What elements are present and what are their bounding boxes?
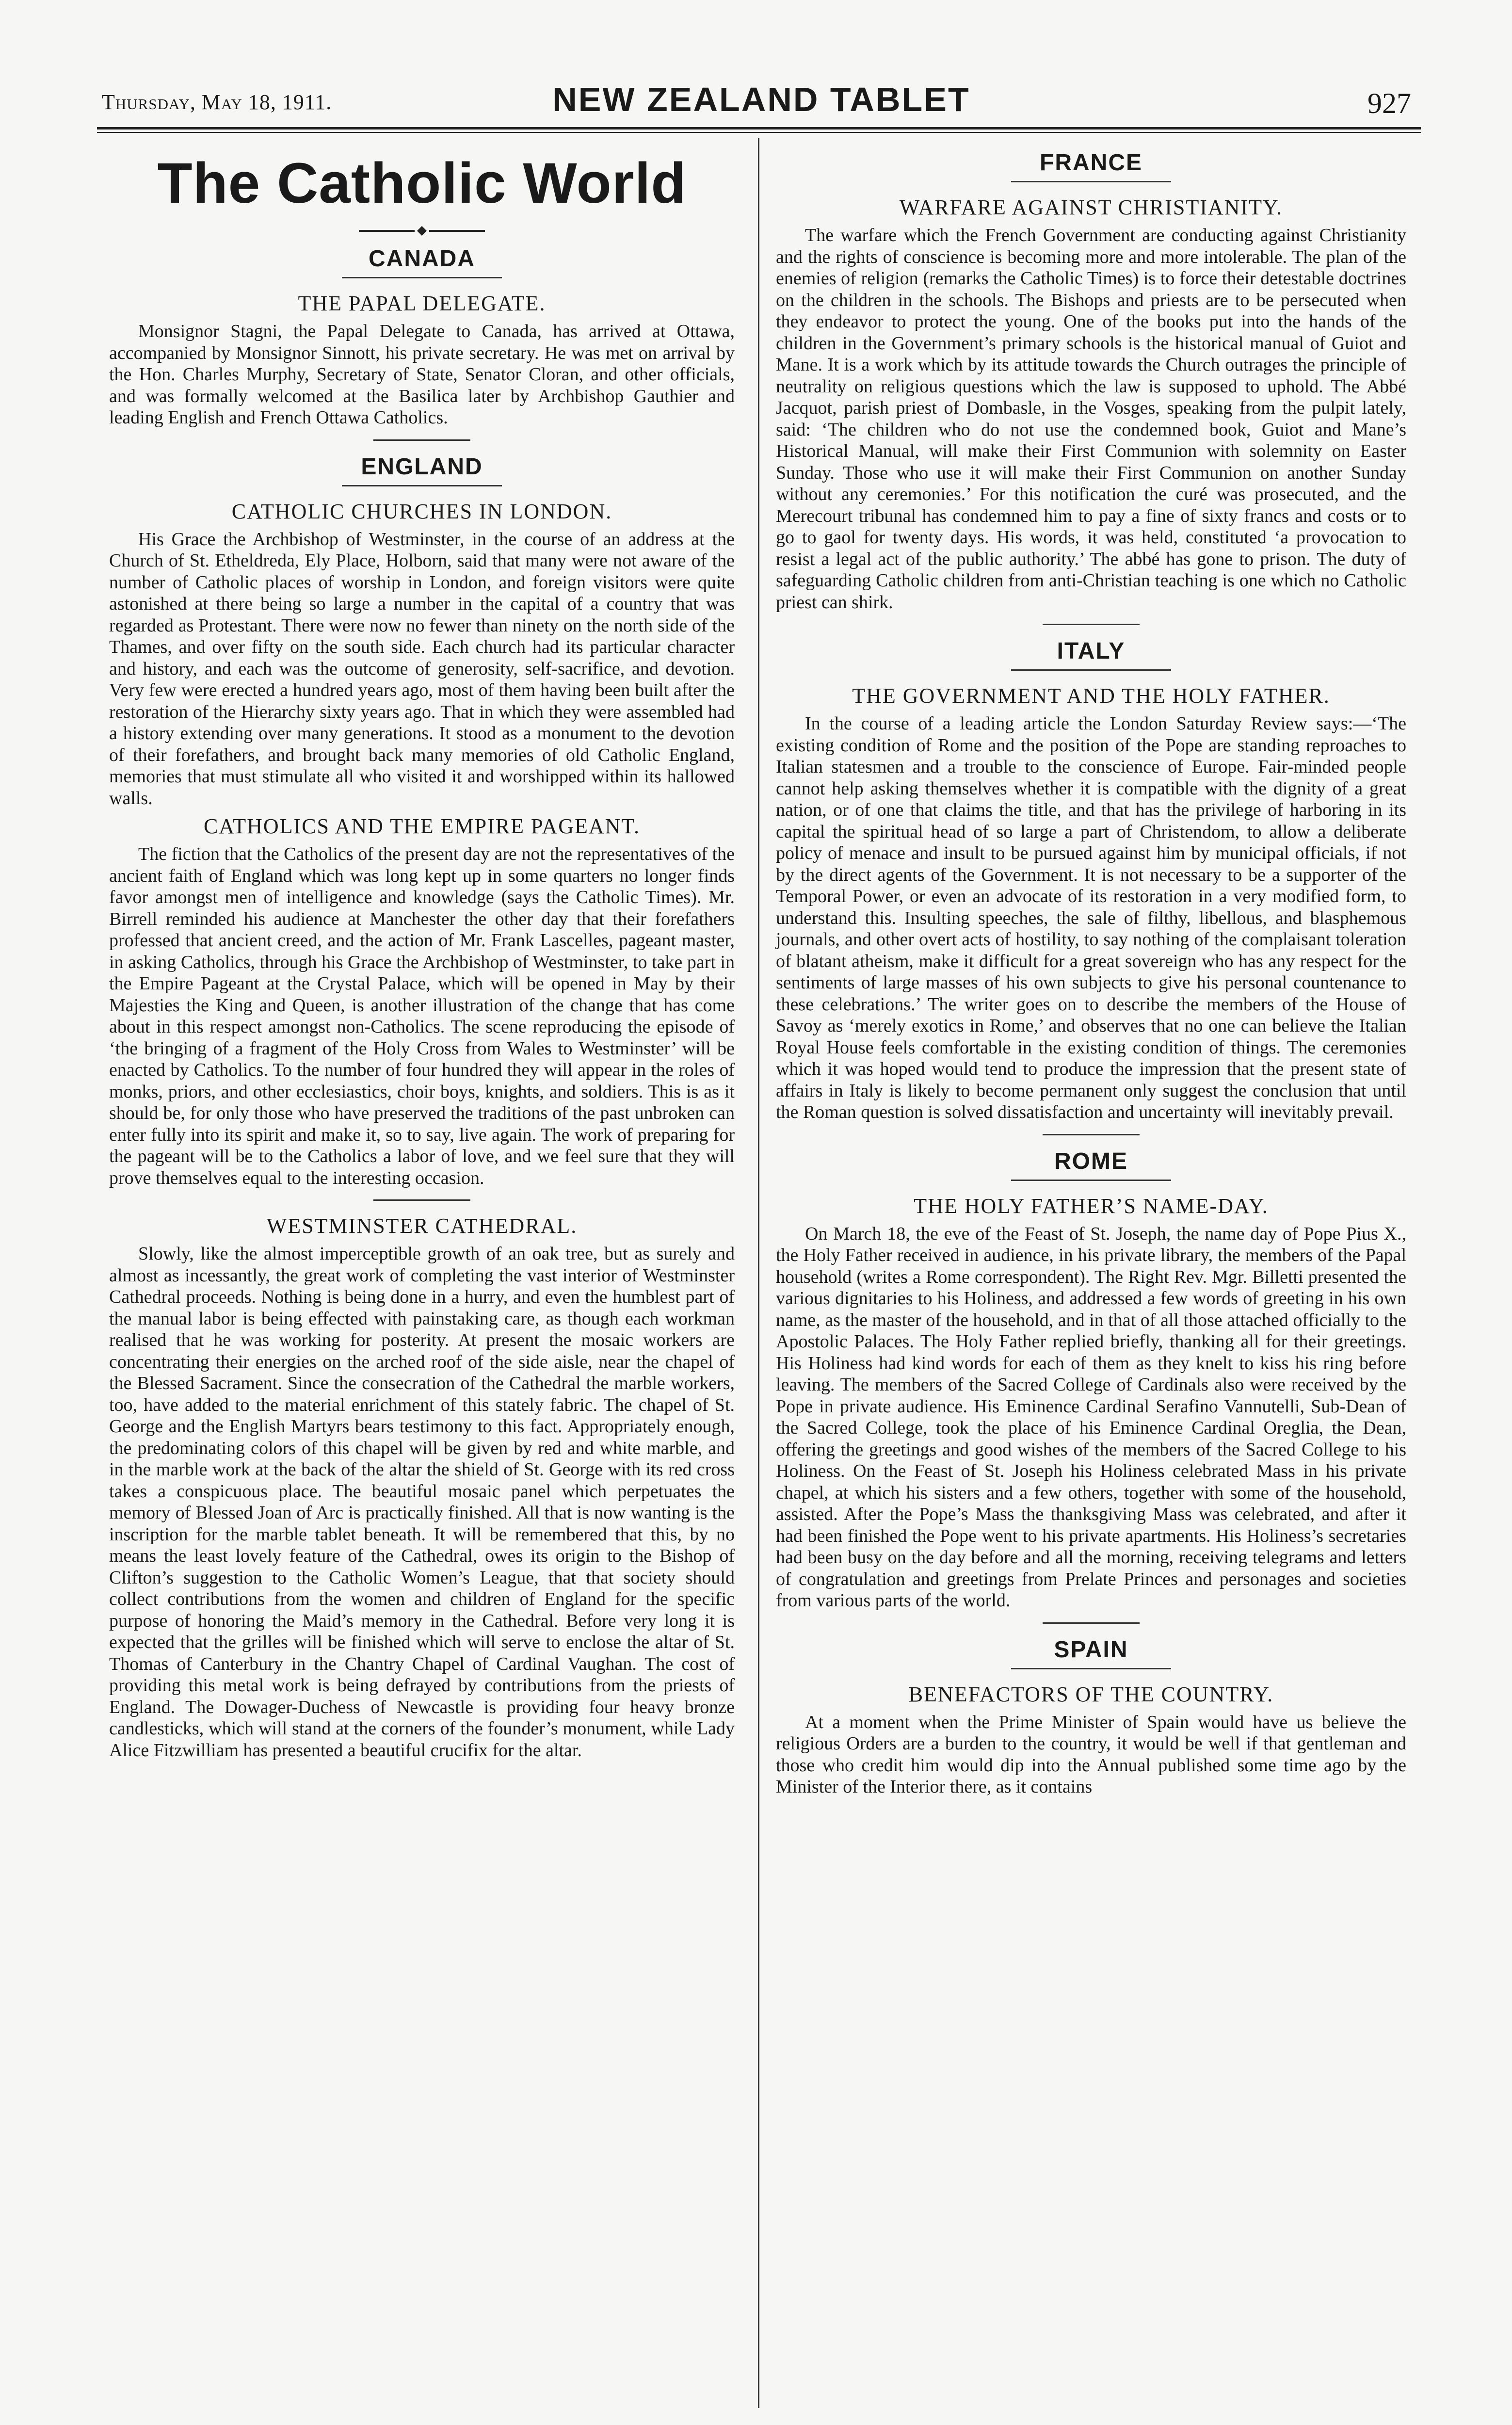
heading-rule — [342, 277, 502, 278]
heading-rule — [1011, 669, 1171, 671]
page-number: 927 — [1367, 87, 1411, 119]
article-paragraph: At a moment when the Prime Minister of Spain would have us believe the religious Orders are a burden to the country, it would be well if that gentleman and those who credit him would dip into the Annual published some time ago by the Minister of the Interior there, as it contains — [776, 1712, 1406, 1797]
heading-rule — [1011, 1668, 1171, 1669]
section-rule — [373, 1199, 470, 1201]
column-divider — [758, 138, 759, 2408]
heading-rule — [1011, 181, 1171, 182]
ornament-divider-icon — [359, 226, 485, 236]
subheading-warfare: WARFARE AGAINST CHRISTIANITY. — [899, 195, 1283, 219]
section-heading-italy: ITALY — [1057, 638, 1126, 664]
header-rule-thin — [97, 132, 1421, 133]
header-rule — [97, 127, 1421, 129]
section-heading-canada: CANADA — [369, 246, 475, 272]
issue-date: Thursday, May 18, 1911. — [102, 90, 332, 114]
section-heading-england: ENGLAND — [361, 453, 483, 480]
subheading-name-day: THE HOLY FATHER’S NAME-DAY. — [914, 1194, 1269, 1218]
section-rule — [1043, 624, 1140, 625]
article-paragraph: Slowly, like the almost imperceptible growth of an oak tree, but as surely and almost as incessantly, the great work of completing the vast interior of Westminster Cathedral proceeds. Nothing is being done in a hurry, and even the humblest part of the manual labor is being effected with painstaking care, as though each workman realised that he was working for posterity. At present the mosaic workers are concentrating their energies on the arched roof of the side aisle, near the chapel of the Blessed Sacrament. Since the consecration of the Cathedral the marble workers, too, have added to the material enrichment of this stately fabric. The chapel of St. George and the English Martyrs bears testimony to this fact. Appropriately enough, the predominating colors of this chapel will be given by red and white marble, and in the marble work at the back of the altar the shield of St. George with its red cross takes a conspicuous place. The beautiful mosaic panel which perpetuates the memory of Blessed Joan of Arc is practically finished. All that is now wanting is the inscription for the marble tablet beneath. It will be remembered that this, by no means the least lovely feature of the Cathedral, owes its origin to the Bishop of Clifton’s suggestion to the Catholic Women’s League, that that society should collect contributions from the women and children of England for the specific purpose of honoring the Maid’s memory in the Cathedral. Before very long it is expected that the grilles will be finished which will serve to enclose the altar of St. Thomas of Canterbury in the Chantry Chapel of Cardinal Vaughan. The cost of providing this metal work is being defrayed by contributions from the priests of England. The Dowager-Duchess of Newcastle is providing four heavy bronze candlesticks, which will stand at the corners of the founder’s monument, while Lady Alice Fitzwilliam has presented a beautiful crucifix for the altar. — [109, 1244, 735, 1761]
subheading-churches-london: CATHOLIC CHURCHES IN LONDON. — [231, 499, 612, 523]
section-heading-rome: ROME — [1054, 1148, 1128, 1174]
section-heading-france: FRANCE — [1040, 150, 1142, 176]
section-rule — [1043, 1134, 1140, 1135]
article-paragraph: On March 18, the eve of the Feast of St. Joseph, the name day of Pope Pius X., the Holy Father received in audience, in his private library, the members of the Papal household (writes a Rome correspondent). The Right Rev. Mgr. Billetti presented the various dignitaries to his Holiness, and addressed a few words of greeting in his own name, as the master of the household, and in that of all those attached officially to the Apostolic Palaces. The Holy Father replied briefly, thanking all for their greetings. His Holiness had kind words for each of them as they knelt to kiss his ring before leaving. The members of the Sacred College of Cardinals also were received by the Pope in private audience. His Eminence Cardinal Serafino Vannutelli, Sub-Dean of the Sacred College, took the place of his Eminence Cardinal Oreglia, the Dean, offering the greetings and good wishes of the members of the Sacred College to his Holiness. On the Feast of St. Joseph his Holiness celebrated Mass in his private chapel, at which his sisters and a few others, together with some of the household, assisted. After the Pope’s Mass the thanksgiving Mass was celebrated, and after it had been finished the Pope went to his private apartments. His Holiness’s secretaries had been busy on the day before and all the morning, receiving telegrams and letters of congratulation and greetings from Prelate Princes and personages and societies from various parts of the world. — [776, 1223, 1406, 1611]
left-column — [109, 141, 735, 1766]
article-paragraph: Monsignor Stagni, the Papal Delegate to Canada, has arrived at Ottawa, accompanied by Monsignor Sinnott, his private secretary. He was met on arrival by the Hon. Charles Murphy, Secretary of State, Senator Cloran, and other officials, and was formally welcomed at the Basilica later by Archbishop Gauthier and leading English and French Ottawa Catholics. — [109, 321, 735, 428]
section-heading-spain: SPAIN — [1054, 1636, 1128, 1663]
subheading-government-holy-father: THE GOVERNMENT AND THE HOLY FATHER. — [852, 684, 1330, 708]
article-paragraph: In the course of a leading article the London Saturday Review says:—‘The existing condition of Rome and the position of the Pope are standing reproaches to Italian statesmen and a trouble to the conscience of Europe. Fair-minded people cannot help asking themselves whether it is compatible with the dignity of a great nation, or of one that claims the title, and that has the privilege of harboring in its capital the spiritual head of so large a part of Christendom, to allow a deliberate policy of menace and insult to be pursued against him by municipal officials, if not by the direct agents of the Government. It is not necessary to be a supporter of the Temporal Power, or even an advocate of its restoration in a very modified form, to understand this. Insulting speeches, the sale of filthy, libellous, and blasphemous journals, and other overt acts of hostility, to say nothing of the complaisant toleration of blatant atheism, make it difficult for a great sovereign who has any respect for the sentiments of large masses of his own subjects to give his personal countenance to these celebrations.’ The writer goes on to describe the members of the House of Savoy as ‘merely exotics in Rome,’ and observes that no one can believe the Italian Royal House feels comfortable in the existing condition of things. The ceremonies which it was hoped would tend to produce the impression that the present state of affairs in Italy is likely to become permanent only suggest the conclusion that until the Roman question is solved dissatisfaction and uncertainty will inevitably prevail. — [776, 713, 1406, 1122]
section-rule — [1043, 1622, 1140, 1624]
page-title: The Catholic World — [157, 151, 687, 215]
subheading-benefactors: BENEFACTORS OF THE COUNTRY. — [908, 1682, 1274, 1706]
section-rule — [373, 439, 470, 441]
article-paragraph: The warfare which the French Government are conducting against Christianity and the rights of conscience is becoming more and more intolerable. The plan of the enemies of religion (remarks the Catholic Times) is to force their detestable doctrines on the children in the schools. The Bishops and priests are to be persecuted when they endeavor to protect the young. One of the books put into the hands of the children in the Government’s primary schools is the historical manual of Guiot and Mane. It is a work which by its attitude towards the Church outrages the principle of neutrality on religious questions which the law is supposed to uphold. The Abbé Jacquot, parish priest of Dombasle, in the Vosges, speaking from the pulpit lately, said: ‘The children who do not use the condemned book, Guiot and Mane’s Historical Manual, will make their First Communion with solemnity on Easter Sunday. Those who use it will make their First Communion on another Sunday without any ceremonies.’ For this notification the curé was prosecuted, and the Merecourt tribunal has condemned him to pay a fine of sixty francs and costs or to go to gaol for twenty days. His words, it was held, constituted ‘a provocation to resist a legal act of the public authority.’ The abbé has gone to prison. The duty of safeguarding Catholic children from anti-Christian teaching is one which no Catholic priest can shirk. — [776, 225, 1406, 613]
masthead: NEW ZEALAND TABLET — [552, 81, 970, 118]
subheading-empire-pageant: CATHOLICS AND THE EMPIRE PAGEANT. — [203, 814, 641, 838]
heading-rule — [1011, 1180, 1171, 1181]
article-paragraph: The fiction that the Catholics of the present day are not the representatives of the ancient faith of England which was long kept up in some quarters no longer finds favor amongst men of intelligence and knowledge (says the Catholic Times). Mr. Birrell reminded his audience at Manchester the other day that their forefathers professed that ancient creed, and the action of Mr. Frank Lascelles, pageant master, in asking Catholics, through his Grace the Archbishop of Westminster, to take part in the Empire Pageant at the Crystal Palace, which will be opened in May by their Majesties the King and Queen, is another illustration of the change that has come about in this respect amongst non-Catholics. The scene reproducing the episode of ‘the bringing of a fragment of the Holy Cross from Wales to Westminster’ will be enacted by Catholics. To the number of four hundred they will appear in the roles of monks, priors, and other ecclesiastics, choir boys, knights, and soldiers. This is as it should be, for only those who have preserved the traditions of the past unbroken can enter fully into its spirit and make it, so to say, live again. The work of preparing for the pageant will be to the Catholics a labor of love, and we feel sure that they will prove themselves equal to the interesting occasion. — [109, 844, 735, 1188]
article-paragraph: His Grace the Archbishop of Westminster, in the course of an address at the Church of St. Etheldreda, Ely Place, Holborn, said that many were not aware of the number of Catholic places of worship in London, and foreign visitors were quite astonished at there being so large a number in the capital of a country that was regarded as Protestant. There were now no fewer than ninety on the north side of the Thames, and over fifty on the south side. Each church had its particular character and history, and each was the outcome of generosity, self-sacrifice, and devotion. Very few were erected a hundred years ago, most of them having been built after the restoration of the Hierarchy sixty years ago. That in which they were assembled had a history extending over many generations. It stood as a monument to the devotion of their forefathers, and brought back many memories of old Catholic England, memories that must stimulate all who visited it and worshipped within its hallowed walls. — [109, 529, 735, 808]
subheading-westminster-cathedral: WESTMINSTER CATHEDRAL. — [266, 1214, 578, 1238]
heading-rule — [342, 485, 502, 486]
page-header — [102, 80, 1421, 119]
right-column — [776, 141, 1406, 1803]
subheading-papal-delegate: THE PAPAL DELEGATE. — [298, 291, 546, 315]
